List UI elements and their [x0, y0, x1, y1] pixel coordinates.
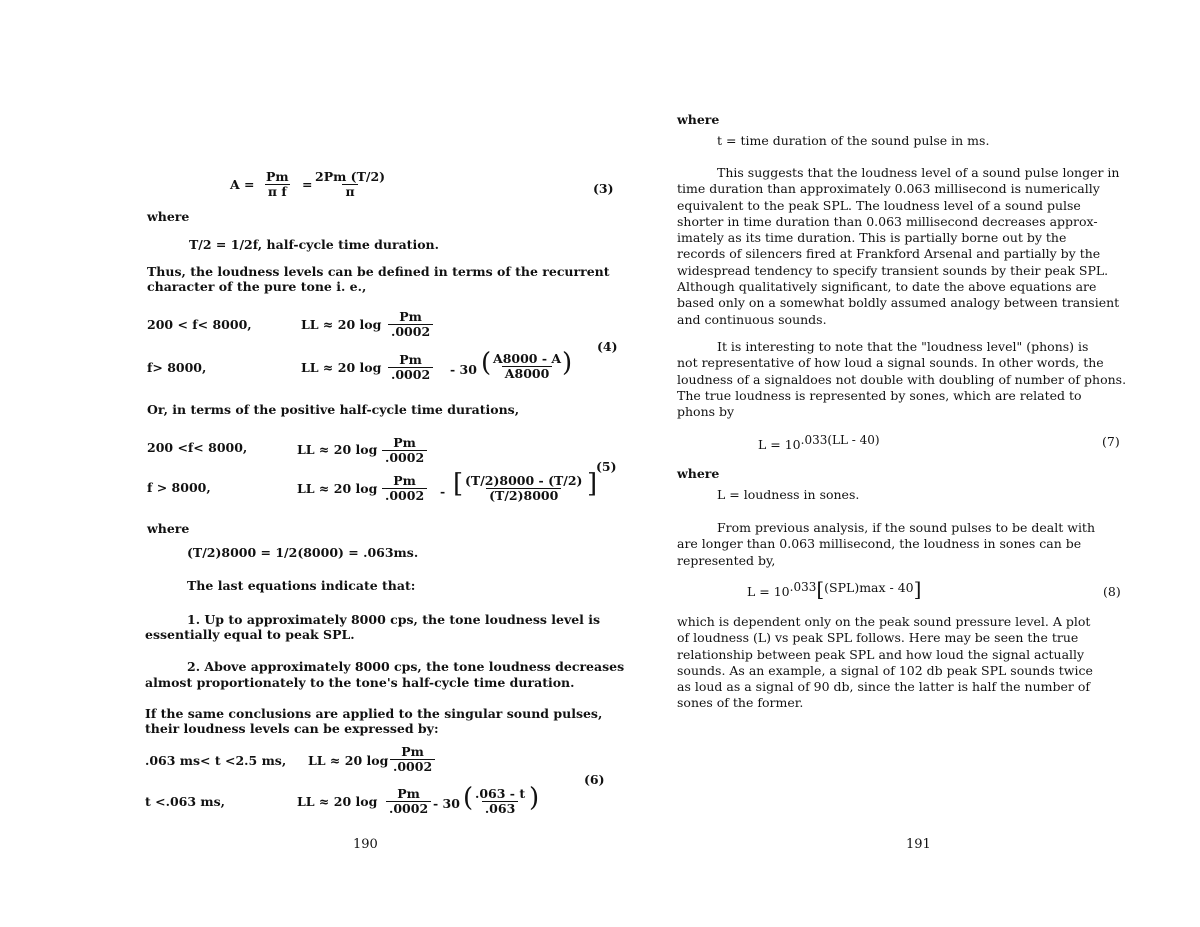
eq5-open-bracket: [ [453, 469, 464, 499]
para2-line: The true loudness is represented by sones, which are related to [677, 387, 1082, 403]
eq3-lhs: A = [230, 177, 255, 192]
eq4-fraction-1 [388, 310, 433, 339]
eq7-base: L = 10 [758, 437, 801, 453]
eq6-number: (6) [584, 772, 605, 787]
eq7-number: (7) [1102, 434, 1120, 449]
eq3-frac1-den: π f [265, 184, 290, 199]
eq4-den-2: .0002 [388, 367, 433, 382]
eq3-frac2-num: 2Pm (T/2) [315, 169, 386, 184]
para4-line: sones of the former. [677, 695, 804, 711]
last-equations-line: The last equations indicate that: [187, 578, 416, 593]
eq4-paren-num: A8000 - A [493, 351, 562, 366]
eq4-den-1: .0002 [388, 324, 433, 339]
item-1-line-2: essentially equal to peak SPL. [145, 627, 355, 642]
para1-line: widespread tendency to specify transient sounds by their peak SPL. [677, 262, 1109, 278]
eq5-bracket-fraction [462, 474, 585, 503]
half-cycle-definition: T/2 = 1/2f, half-cycle time duration. [189, 237, 439, 252]
para2-line: not representative of how loud a signal sounds. In other words, the [677, 355, 1104, 371]
para4-line: which is dependent only on the peak sound pressure level. A plot [677, 614, 1091, 629]
left-page-number: 190 [353, 837, 378, 852]
or-line: Or, in terms of the positive half-cycle time durations, [147, 402, 520, 417]
eq6-ll-1: LL ≈ 20 log [308, 753, 389, 768]
eq4-minus-30: - 30 [450, 362, 477, 377]
eq4-num-2: Pm [399, 352, 422, 367]
eq7-exponent: .033(LL - 40) [800, 433, 880, 447]
eq5-bracket-num: (T/2)8000 - (T/2) [465, 473, 583, 488]
eq3-frac1-num: Pm [266, 169, 289, 184]
eq5-num-2: Pm [393, 473, 416, 488]
eq5-fraction-1 [382, 436, 427, 465]
if-line-2: their loudness levels can be expressed by: [145, 721, 439, 736]
where-label-2: where [147, 521, 190, 536]
eq5-fraction-2 [382, 474, 427, 503]
para1-line: This suggests that the loudness level of a sound pulse longer in [717, 165, 1120, 180]
eq6-fraction-1 [390, 745, 435, 774]
eq5-ll-1: LL ≈ 20 log [297, 442, 378, 457]
para1-line: shorter in time duration than 0.063 millisecond decreases approx- [677, 213, 1098, 229]
eq5-num-1: Pm [393, 435, 416, 450]
eq4-paren-den: A8000 [502, 366, 553, 381]
eq5-den-2: .0002 [382, 488, 427, 503]
eq4-num-1: Pm [399, 309, 422, 324]
eq6-num-2: Pm [397, 786, 420, 801]
eq8-bracket-content: (SPL)max - 40 [824, 580, 914, 596]
eq4-fraction-2 [388, 353, 433, 382]
eq6-open-paren: ( [463, 783, 474, 813]
eq6-close-paren: ) [529, 783, 540, 813]
para1-line: and continuous sounds. [677, 311, 827, 327]
eq4-close-paren: ) [562, 348, 573, 378]
paragraph-3 [677, 520, 1167, 569]
para1-line: equivalent to the peak SPL. The loudness level of a sound pulse [677, 197, 1081, 213]
if-line-1: If the same conclusions are applied to the singular sound pulses, [145, 706, 603, 721]
eq6-minus-30: - 30 [433, 796, 460, 811]
para4-line: sounds. As an example, a signal of 102 db peak SPL sounds twice [677, 662, 1093, 678]
eq5-number: (5) [596, 459, 617, 474]
eq4-number: (4) [597, 339, 618, 354]
eq5-condition-2: f > 8000, [147, 480, 211, 495]
eq6-ll-2: LL ≈ 20 log [297, 794, 378, 809]
eq4-condition-2: f> 8000, [147, 360, 207, 375]
eq4-ll-1: LL ≈ 20 log [301, 317, 382, 332]
para1-line: records of silencers fired at Frankford Arsenal and partially by the [677, 246, 1101, 262]
item-2-line-2: almost proportionately to the tone's half-cycle time duration. [145, 675, 575, 690]
l-definition: L = loudness in sones. [717, 487, 860, 502]
para1-line: time duration than approximately 0.063 millisecond is numerically [677, 181, 1100, 197]
eq4-paren-fraction [490, 352, 564, 381]
right-page-number: 191 [906, 837, 931, 852]
eq6-fraction-2 [386, 787, 431, 816]
eq6-paren-den: .063 [482, 801, 518, 816]
item-2-line-1: 2. Above approximately 8000 cps, the tone loudness decreases [187, 659, 625, 674]
eq8-base: L = 10 [747, 584, 790, 600]
eq5-den-1: .0002 [382, 450, 427, 465]
where-label-1: where [147, 209, 190, 224]
eq6-paren-num: .063 - t [475, 786, 526, 801]
eq6-den-2: .0002 [386, 801, 431, 816]
thus-line-1: Thus, the loudness levels can be defined in terms of the recurrent [147, 264, 610, 279]
para4-line: relationship between peak SPL and how loud the signal actually [677, 646, 1085, 662]
thus-line-2: character of the pure tone i. e., [147, 279, 367, 294]
para3-line: are longer than 0.063 millisecond, the loudness in sones can be [677, 536, 1082, 552]
para1-line: based only on a somewhat boldly assumed analogy between transient [677, 295, 1120, 311]
item-1-line-1: 1. Up to approximately 8000 cps, the tone loudness level is [187, 612, 601, 627]
para4-line: as loud as a signal of 90 db, since the latter is half the number of [677, 679, 1091, 695]
para3-line: represented by, [677, 552, 776, 568]
eq6-condition-1: .063 ms< t <2.5 ms, [145, 753, 287, 768]
eq5-ll-2: LL ≈ 20 log [297, 481, 378, 496]
paragraph-4 [677, 614, 1167, 712]
t2-8000-definition: (T/2)8000 = 1/2(8000) = .063ms. [187, 545, 419, 560]
eq5-close-bracket: ] [587, 469, 598, 499]
eq4-open-paren: ( [481, 348, 492, 378]
paragraph-2 [677, 339, 1167, 420]
eq4-ll-2: LL ≈ 20 log [301, 360, 382, 375]
eq5-condition-1: 200 <f< 8000, [147, 440, 248, 455]
para1-line: imately as its time duration. This is partially borne out by the [677, 230, 1067, 246]
eq8-number: (8) [1103, 584, 1121, 599]
eq6-paren-fraction [472, 787, 528, 816]
eq5-bracket-den: (T/2)8000 [486, 488, 561, 503]
para1-line: Although qualitatively significant, to date the above equations are [677, 279, 1097, 295]
right-where-label-2: where [677, 466, 720, 481]
eq4-condition-1: 200 < f< 8000, [147, 317, 252, 332]
eq3-equals: = [302, 177, 313, 192]
eq3-fraction-1 [263, 170, 292, 199]
para3-line: From previous analysis, if the sound pulses to be dealt with [717, 520, 1096, 535]
para2-line: loudness of a signaldoes not double with doubling of number of phons. [677, 371, 1127, 387]
eq3-fraction-2 [312, 170, 388, 199]
paragraph-1 [677, 165, 1167, 328]
eq8-lhs: $L = 10^{.033}[(SPL)\max - 40]$ [747, 577, 922, 602]
t-definition: t = time duration of the sound pulse in ms. [717, 133, 990, 148]
right-where-label-1: where [677, 112, 720, 127]
eq8-exponent: .033 [789, 580, 817, 594]
eq6-condition-2: t <.063 ms, [145, 794, 226, 809]
para2-line: It is interesting to note that the "loudness level" (phons) is [717, 339, 1089, 354]
para4-line: of loudness (L) vs peak SPL follows. Here may be seen the true [677, 630, 1079, 646]
eq3-frac2-den: π [342, 184, 357, 199]
eq3-number: (3) [593, 181, 614, 196]
eq5-minus: - [440, 484, 446, 499]
eq6-den-1: .0002 [390, 759, 435, 774]
para2-line: phons by [677, 404, 735, 420]
eq6-num-1: Pm [401, 744, 424, 759]
eq7-lhs [758, 433, 880, 452]
